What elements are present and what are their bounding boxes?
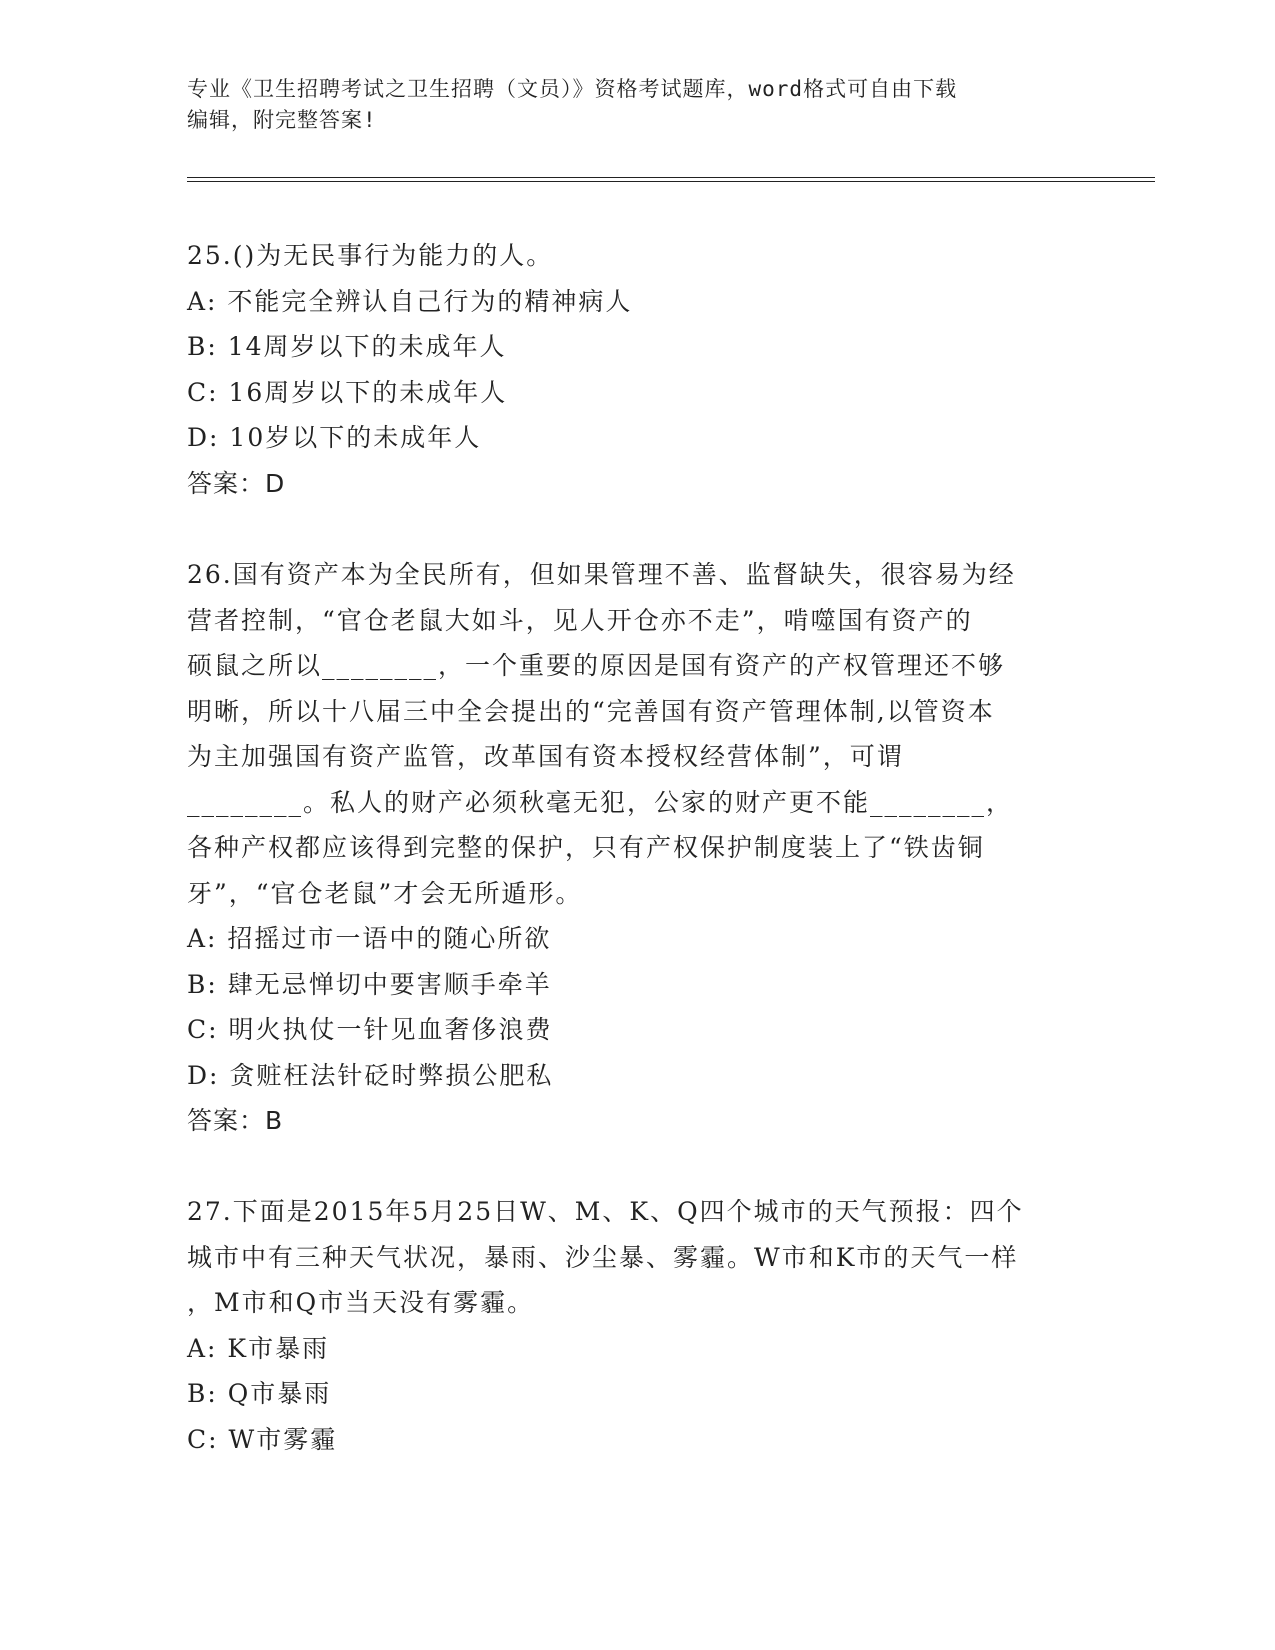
option-c: C: W市雾霾 bbox=[187, 1424, 338, 1454]
question-stem-line: ，M市和Q市当天没有雾霾。 bbox=[187, 1288, 535, 1317]
header-line-1: 专业《卫生招聘考试之卫生招聘（文员）》资格考试题库，word格式可自由下载 bbox=[187, 77, 958, 101]
question-27 bbox=[187, 1189, 1087, 1462]
option-c: C: 16周岁以下的未成年人 bbox=[187, 377, 508, 407]
question-stem-line: 27.下面是2015年5月25日W、M、K、Q四个城市的天气预报：四个 bbox=[187, 1197, 1024, 1226]
option-a: A: 招摇过市一语中的随心所欲 bbox=[187, 924, 552, 953]
header-rule-top bbox=[187, 177, 1155, 178]
option-a: A: K市暴雨 bbox=[187, 1333, 330, 1363]
option-b: B: 肆无忌惮切中要害顺手牵羊 bbox=[187, 969, 552, 999]
option-a: A: 不能完全辨认自己行为的精神病人 bbox=[187, 286, 633, 316]
header-line-2: 编辑，附完整答案! bbox=[187, 108, 377, 132]
question-stem-line: 为主加强国有资产监管，改革国有资本授权经营体制”，可谓 bbox=[187, 742, 904, 771]
question-stem-line: 明晰，所以十八届三中全会提出的“完善国有资产管理体制,以管资本 bbox=[187, 696, 995, 726]
option-b: B: Q市暴雨 bbox=[187, 1379, 332, 1408]
answer: 答案：D bbox=[187, 468, 286, 498]
option-d: D: 贪赃枉法针砭时弊损公肥私 bbox=[187, 1060, 554, 1090]
option-b: B: 14周岁以下的未成年人 bbox=[187, 332, 507, 361]
question-stem: 25.()为无民事行为能力的人。 bbox=[187, 241, 554, 270]
question-stem-line: 硕鼠之所以________，一个重要的原因是国有资产的产权管理还不够 bbox=[187, 651, 1006, 680]
question-stem-line: 城市中有三种天气状况，暴雨、沙尘暴、雾霾。W市和K市的天气一样 bbox=[187, 1242, 1019, 1272]
document-header bbox=[187, 74, 1087, 136]
option-d: D: 10岁以下的未成年人 bbox=[187, 423, 482, 452]
answer: 答案：B bbox=[187, 1106, 284, 1135]
question-stem-line: ________。私人的财产必须秋毫无犯，公家的财产更不能________， bbox=[187, 787, 1014, 817]
question-stem-line: 26.国有资产本为全民所有，但如果管理不善、监督缺失，很容易为经 bbox=[187, 560, 1016, 589]
question-25 bbox=[187, 233, 1087, 506]
header-rule-bottom bbox=[187, 181, 1155, 182]
question-26 bbox=[187, 552, 1087, 1144]
question-stem-line: 营者控制，“官仓老鼠大如斗，见人开仓亦不走”，啃噬国有资产的 bbox=[187, 605, 973, 635]
question-stem-line: 牙”，“官仓老鼠”才会无所遁形。 bbox=[187, 878, 583, 908]
option-c: C: 明火执仗一针见血奢侈浪费 bbox=[187, 1015, 553, 1044]
question-stem-line: 各种产权都应该得到完整的保护，只有产权保护制度装上了“铁齿铜 bbox=[187, 833, 985, 862]
